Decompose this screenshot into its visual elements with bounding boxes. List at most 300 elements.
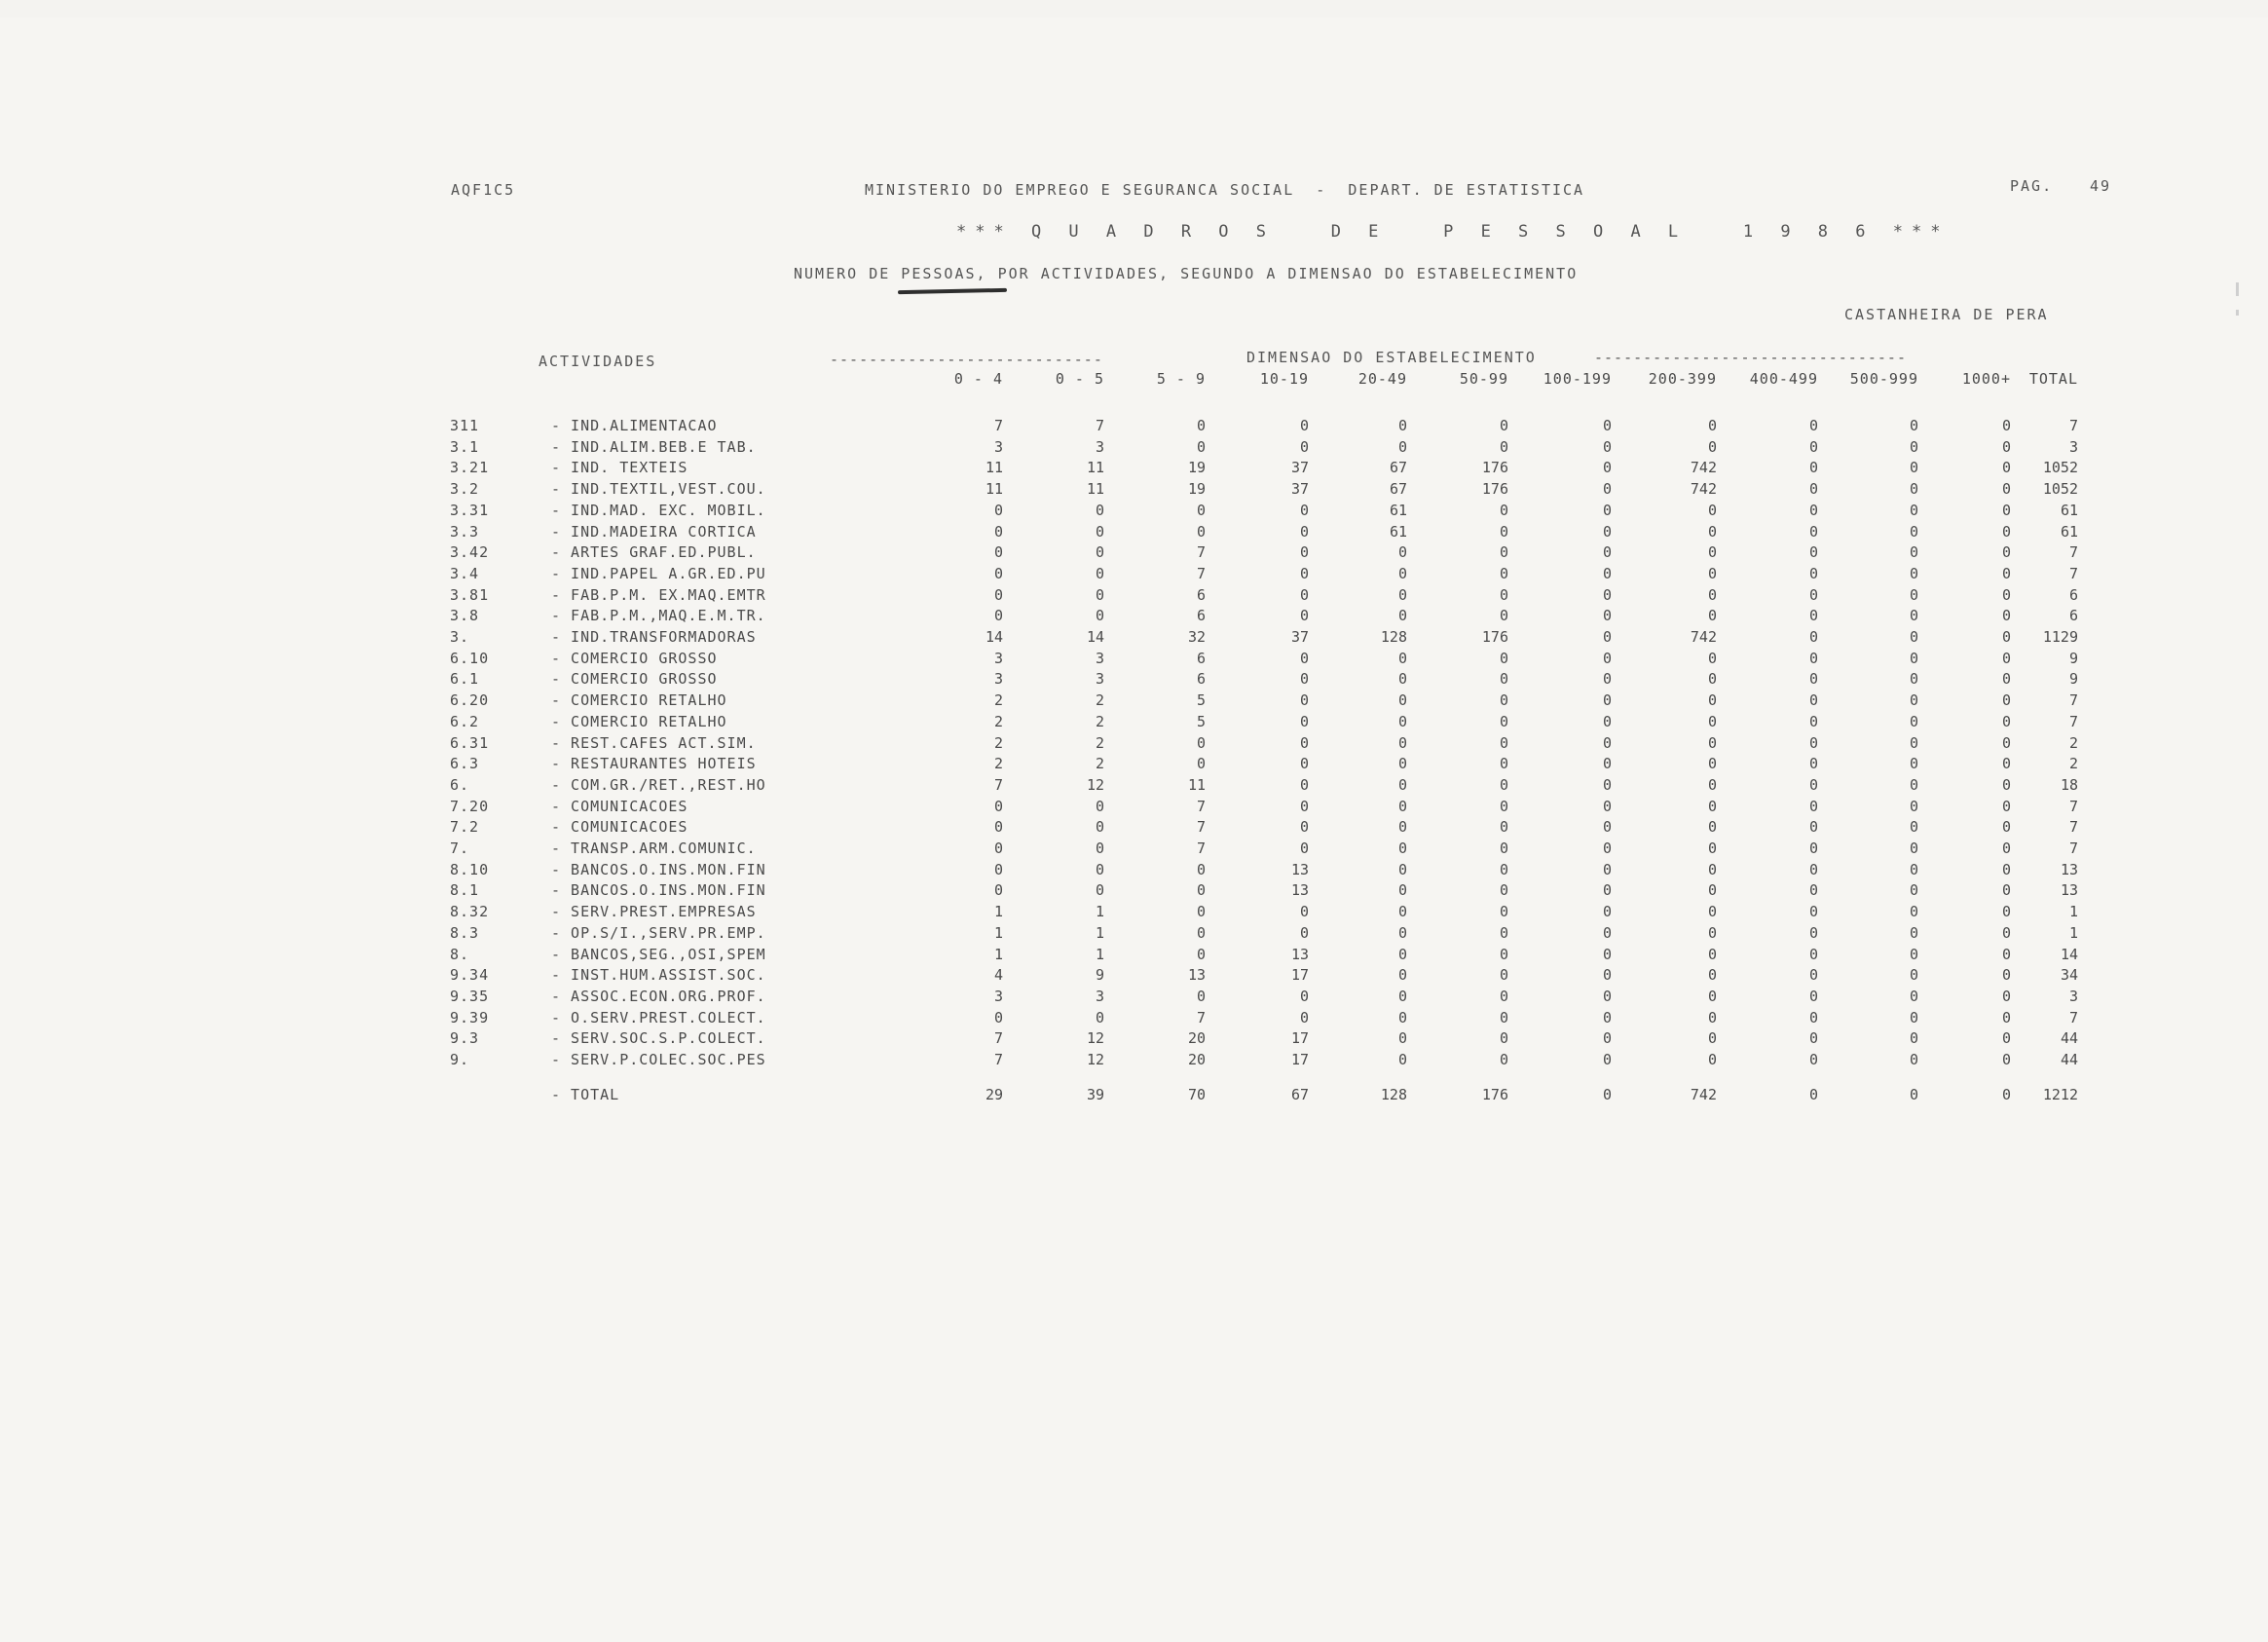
- table-cell: 0: [1397, 691, 1407, 709]
- table-cell: 1: [993, 946, 1003, 963]
- table-cell: 0: [1397, 1051, 1407, 1068]
- table-cell: 0: [1602, 586, 1612, 604]
- table-cell: 7: [2068, 798, 2078, 815]
- table-cell: 3: [993, 650, 1003, 667]
- row-label: - IND.TRANSFORMADORAS: [551, 628, 757, 646]
- table-cell: 0: [1909, 840, 1918, 857]
- table-cell: 0: [1909, 713, 1918, 730]
- row-label: - BANCOS,SEG.,OSI,SPEM: [551, 946, 766, 963]
- row-code: 7.: [450, 840, 470, 857]
- table-cell: 0: [1909, 946, 1918, 963]
- row-label: - ARTES GRAF.ED.PUBL.: [551, 543, 757, 561]
- table-cell: 2: [2068, 755, 2078, 772]
- column-header: 500-999: [1849, 370, 1918, 388]
- table-cell: 0: [1602, 755, 1612, 772]
- table-cell: 6: [1196, 607, 1206, 624]
- table-cell: 0: [1808, 776, 1818, 794]
- table-cell: 742: [1690, 628, 1717, 646]
- table-cell: 0: [1397, 543, 1407, 561]
- row-code: 3.31: [450, 502, 490, 519]
- table-cell: 0: [1397, 946, 1407, 963]
- table-cell: 0: [1602, 543, 1612, 561]
- table-cell: 0: [1095, 881, 1104, 899]
- report-title: *** Q U A D R O S D E P E S S O A L 1 9 8 6 ***: [956, 222, 1950, 242]
- table-cell: 0: [1196, 523, 1206, 541]
- table-cell: 0: [1095, 840, 1104, 857]
- total-cell: 0: [2001, 1086, 2011, 1103]
- table-cell: 0: [1196, 755, 1206, 772]
- table-cell: 0: [1808, 691, 1818, 709]
- row-code: 7.20: [450, 798, 490, 815]
- row-label: - IND. TEXTEIS: [551, 459, 688, 476]
- table-cell: 0: [1299, 776, 1309, 794]
- total-cell: 67: [1290, 1086, 1309, 1103]
- table-cell: 742: [1690, 459, 1717, 476]
- table-cell: 0: [1808, 628, 1818, 646]
- row-code: 3.81: [450, 586, 490, 604]
- row-label: - COM.GR./RET.,REST.HO: [551, 776, 766, 794]
- row-code: 8.: [450, 946, 470, 963]
- table-cell: 11: [985, 459, 1003, 476]
- row-label: - BANCOS.O.INS.MON.FIN: [551, 881, 766, 899]
- table-cell: 0: [1602, 924, 1612, 942]
- table-cell: 0: [1707, 946, 1717, 963]
- table-cell: 1052: [2042, 459, 2078, 476]
- total-cell: 0: [1602, 1086, 1612, 1103]
- table-cell: 11: [1187, 776, 1206, 794]
- table-cell: 0: [1299, 734, 1309, 752]
- row-label: - BANCOS.O.INS.MON.FIN: [551, 861, 766, 878]
- table-cell: 0: [1909, 924, 1918, 942]
- table-cell: 0: [1499, 881, 1508, 899]
- row-code: 9.39: [450, 1009, 490, 1026]
- table-cell: 0: [1602, 607, 1612, 624]
- table-cell: 0: [1808, 438, 1818, 456]
- table-cell: 1: [1095, 946, 1104, 963]
- table-cell: 13: [2060, 881, 2078, 899]
- table-cell: 0: [1707, 650, 1717, 667]
- table-cell: 0: [1499, 650, 1508, 667]
- table-cell: 20: [1187, 1051, 1206, 1068]
- total-cell: 176: [1481, 1086, 1508, 1103]
- table-cell: 13: [1290, 946, 1309, 963]
- total-cell: 29: [985, 1086, 1003, 1103]
- table-cell: 0: [1095, 523, 1104, 541]
- total-cell: 1212: [2042, 1086, 2078, 1103]
- table-cell: 0: [1808, 818, 1818, 836]
- table-cell: 0: [1808, 607, 1818, 624]
- table-cell: 2: [1095, 755, 1104, 772]
- table-cell: 0: [1602, 691, 1612, 709]
- table-cell: 2: [993, 713, 1003, 730]
- table-cell: 0: [1397, 755, 1407, 772]
- row-label: - FAB.P.M. EX.MAQ.EMTR: [551, 586, 766, 604]
- table-cell: 0: [1909, 691, 1918, 709]
- table-cell: 0: [1909, 755, 1918, 772]
- table-cell: 14: [985, 628, 1003, 646]
- table-cell: 0: [1397, 988, 1407, 1005]
- total-cell: 39: [1086, 1086, 1104, 1103]
- row-label: - IND.PAPEL A.GR.ED.PU: [551, 565, 766, 582]
- table-cell: 0: [1499, 1051, 1508, 1068]
- table-cell: 0: [2001, 924, 2011, 942]
- table-cell: 67: [1389, 480, 1407, 498]
- ministry-header: MINISTERIO DO EMPREGO E SEGURANCA SOCIAL - DEPART. DE ESTATISTICA: [865, 181, 1585, 199]
- table-cell: 0: [1707, 502, 1717, 519]
- table-cell: 0: [1909, 734, 1918, 752]
- table-cell: 4: [993, 966, 1003, 984]
- table-cell: 0: [1196, 438, 1206, 456]
- table-cell: 0: [1707, 861, 1717, 878]
- table-cell: 0: [1808, 670, 1818, 688]
- table-cell: 0: [1499, 903, 1508, 920]
- row-label: - RESTAURANTES HOTEIS: [551, 755, 757, 772]
- table-cell: 0: [2001, 755, 2011, 772]
- table-cell: 0: [1707, 734, 1717, 752]
- row-label: - IND.ALIMENTACAO: [551, 417, 718, 434]
- total-cell: 742: [1690, 1086, 1717, 1103]
- table-cell: 0: [1602, 628, 1612, 646]
- row-code: 6.: [450, 776, 470, 794]
- table-cell: 0: [1808, 903, 1818, 920]
- table-cell: 0: [1499, 734, 1508, 752]
- table-cell: 0: [1095, 798, 1104, 815]
- table-cell: 0: [1602, 1029, 1612, 1047]
- table-cell: 3: [1095, 650, 1104, 667]
- row-code: 9.35: [450, 988, 490, 1005]
- table-cell: 0: [1707, 607, 1717, 624]
- table-cell: 0: [1909, 670, 1918, 688]
- table-cell: 0: [1909, 502, 1918, 519]
- table-cell: 0: [1707, 881, 1717, 899]
- column-header: 100-199: [1543, 370, 1612, 388]
- table-cell: 0: [2001, 670, 2011, 688]
- table-cell: 0: [1707, 691, 1717, 709]
- table-cell: 0: [1299, 840, 1309, 857]
- table-cell: 0: [1707, 713, 1717, 730]
- table-cell: 0: [1397, 861, 1407, 878]
- table-cell: 0: [2001, 586, 2011, 604]
- table-cell: 3: [1095, 670, 1104, 688]
- table-cell: 2: [1095, 734, 1104, 752]
- table-cell: 0: [1397, 1029, 1407, 1047]
- table-cell: 0: [1095, 818, 1104, 836]
- table-cell: 37: [1290, 459, 1309, 476]
- row-label: - IND.MAD. EXC. MOBIL.: [551, 502, 766, 519]
- table-cell: 0: [1808, 924, 1818, 942]
- row-code: 8.3: [450, 924, 480, 942]
- table-cell: 0: [1095, 502, 1104, 519]
- table-cell: 20: [1187, 1029, 1206, 1047]
- table-cell: 0: [1707, 1009, 1717, 1026]
- table-cell: 0: [2001, 903, 2011, 920]
- table-cell: 0: [1499, 586, 1508, 604]
- table-cell: 1: [993, 924, 1003, 942]
- table-cell: 0: [2001, 691, 2011, 709]
- table-cell: 7: [2068, 691, 2078, 709]
- table-cell: 176: [1481, 628, 1508, 646]
- table-cell: 0: [1397, 840, 1407, 857]
- table-cell: 0: [1397, 650, 1407, 667]
- table-cell: 7: [993, 1029, 1003, 1047]
- table-cell: 12: [1086, 776, 1104, 794]
- table-cell: 0: [2001, 1051, 2011, 1068]
- table-cell: 0: [1397, 586, 1407, 604]
- table-cell: 0: [1397, 417, 1407, 434]
- table-cell: 0: [1397, 670, 1407, 688]
- table-cell: 0: [993, 818, 1003, 836]
- table-cell: 0: [1299, 1009, 1309, 1026]
- table-cell: 0: [1808, 650, 1818, 667]
- table-cell: 0: [1707, 438, 1717, 456]
- table-cell: 0: [1707, 586, 1717, 604]
- table-cell: 0: [2001, 502, 2011, 519]
- table-cell: 2: [1095, 713, 1104, 730]
- table-cell: 0: [1397, 903, 1407, 920]
- row-label: - OP.S/I.,SERV.PR.EMP.: [551, 924, 766, 942]
- row-code: 3.: [450, 628, 470, 646]
- table-cell: 13: [2060, 861, 2078, 878]
- table-cell: 0: [1808, 798, 1818, 815]
- table-cell: 0: [1499, 861, 1508, 878]
- table-cell: 0: [1299, 713, 1309, 730]
- table-cell: 3: [993, 670, 1003, 688]
- dimension-rule-right: --------------------------------: [1594, 349, 1907, 366]
- table-cell: 7: [1196, 840, 1206, 857]
- table-cell: 0: [993, 840, 1003, 857]
- row-code: 9.3: [450, 1029, 480, 1047]
- table-cell: 0: [1196, 903, 1206, 920]
- row-code: 3.3: [450, 523, 480, 541]
- table-cell: 13: [1290, 861, 1309, 878]
- table-cell: 7: [2068, 818, 2078, 836]
- table-cell: 9: [1095, 966, 1104, 984]
- table-cell: 0: [1499, 946, 1508, 963]
- table-cell: 12: [1086, 1029, 1104, 1047]
- table-cell: 0: [1707, 988, 1717, 1005]
- table-cell: 7: [1196, 798, 1206, 815]
- table-cell: 67: [1389, 459, 1407, 476]
- table-cell: 0: [1299, 607, 1309, 624]
- table-cell: 0: [1499, 966, 1508, 984]
- table-cell: 0: [1602, 776, 1612, 794]
- location-label: CASTANHEIRA DE PERA: [1844, 306, 2049, 323]
- row-code: 6.10: [450, 650, 490, 667]
- table-cell: 0: [1397, 924, 1407, 942]
- table-cell: 0: [1196, 924, 1206, 942]
- table-cell: 0: [1707, 1029, 1717, 1047]
- table-cell: 0: [1808, 459, 1818, 476]
- table-cell: 0: [1808, 523, 1818, 541]
- table-cell: 0: [1602, 903, 1612, 920]
- table-cell: 2: [993, 755, 1003, 772]
- table-cell: 0: [1602, 798, 1612, 815]
- column-header: 50-99: [1459, 370, 1508, 388]
- table-cell: 7: [2068, 713, 2078, 730]
- table-cell: 12: [1086, 1051, 1104, 1068]
- row-code: 3.4: [450, 565, 480, 582]
- table-cell: 0: [1602, 417, 1612, 434]
- table-cell: 0: [1095, 607, 1104, 624]
- table-cell: 0: [1299, 988, 1309, 1005]
- table-cell: 0: [2001, 946, 2011, 963]
- table-cell: 37: [1290, 628, 1309, 646]
- table-cell: 14: [1086, 628, 1104, 646]
- table-cell: 0: [2001, 776, 2011, 794]
- table-cell: 6: [2068, 607, 2078, 624]
- page-number: 49: [2090, 177, 2112, 195]
- table-cell: 0: [2001, 881, 2011, 899]
- table-cell: 0: [1397, 776, 1407, 794]
- table-cell: 0: [1499, 1009, 1508, 1026]
- table-cell: 17: [1290, 966, 1309, 984]
- table-cell: 5: [1196, 691, 1206, 709]
- table-cell: 0: [1909, 417, 1918, 434]
- table-cell: 0: [2001, 459, 2011, 476]
- row-code: 8.10: [450, 861, 490, 878]
- column-header: 200-399: [1648, 370, 1717, 388]
- table-cell: 0: [993, 565, 1003, 582]
- row-code: 6.3: [450, 755, 480, 772]
- table-cell: 0: [1909, 586, 1918, 604]
- table-cell: 0: [2001, 798, 2011, 815]
- table-cell: 0: [1808, 480, 1818, 498]
- total-cell: 0: [1909, 1086, 1918, 1103]
- table-cell: 0: [1095, 543, 1104, 561]
- table-cell: 0: [1909, 480, 1918, 498]
- table-cell: 0: [2001, 438, 2011, 456]
- table-cell: 0: [1909, 861, 1918, 878]
- table-cell: 0: [1602, 861, 1612, 878]
- table-cell: 0: [2001, 650, 2011, 667]
- table-cell: 7: [1095, 417, 1104, 434]
- table-cell: 0: [1909, 543, 1918, 561]
- table-cell: 2: [993, 734, 1003, 752]
- table-cell: 3: [993, 438, 1003, 456]
- column-header: 0 - 4: [953, 370, 1003, 388]
- table-cell: 0: [1808, 881, 1818, 899]
- table-cell: 0: [993, 586, 1003, 604]
- row-label: - FAB.P.M.,MAQ.E.M.TR.: [551, 607, 766, 624]
- table-cell: 0: [1196, 861, 1206, 878]
- table-cell: 0: [1808, 966, 1818, 984]
- column-header: 10-19: [1259, 370, 1309, 388]
- table-cell: 0: [1299, 502, 1309, 519]
- table-cell: 0: [2001, 417, 2011, 434]
- row-code: 3.2: [450, 480, 480, 498]
- table-cell: 0: [1299, 417, 1309, 434]
- table-cell: 0: [1602, 565, 1612, 582]
- table-cell: 61: [1389, 523, 1407, 541]
- table-cell: 0: [1299, 438, 1309, 456]
- table-cell: 0: [1909, 438, 1918, 456]
- table-cell: 6: [2068, 586, 2078, 604]
- table-cell: 0: [1299, 691, 1309, 709]
- row-code: 6.31: [450, 734, 490, 752]
- table-cell: 0: [1299, 586, 1309, 604]
- table-cell: 0: [1707, 523, 1717, 541]
- row-label: - COMERCIO GROSSO: [551, 670, 718, 688]
- table-cell: 0: [1499, 670, 1508, 688]
- table-cell: 7: [993, 776, 1003, 794]
- table-cell: 6: [1196, 650, 1206, 667]
- table-cell: 61: [2060, 523, 2078, 541]
- table-cell: 0: [1499, 840, 1508, 857]
- table-cell: 2: [993, 691, 1003, 709]
- table-cell: 0: [2001, 713, 2011, 730]
- table-cell: 1: [2068, 924, 2078, 942]
- table-cell: 0: [1397, 1009, 1407, 1026]
- table-cell: 11: [1086, 480, 1104, 498]
- table-cell: 0: [1602, 502, 1612, 519]
- column-header: 20-49: [1357, 370, 1407, 388]
- table-cell: 0: [1499, 565, 1508, 582]
- table-cell: 0: [1808, 1051, 1818, 1068]
- table-cell: 0: [1707, 417, 1717, 434]
- table-cell: 0: [1602, 988, 1612, 1005]
- table-cell: 0: [1808, 988, 1818, 1005]
- row-code: 6.20: [450, 691, 490, 709]
- table-cell: 0: [1808, 417, 1818, 434]
- table-cell: 7: [1196, 543, 1206, 561]
- table-cell: 0: [1909, 1029, 1918, 1047]
- table-cell: 2: [2068, 734, 2078, 752]
- page-label: PAG.: [2010, 177, 2054, 195]
- table-cell: 0: [1602, 734, 1612, 752]
- table-cell: 0: [1499, 798, 1508, 815]
- table-cell: 0: [1707, 670, 1717, 688]
- table-cell: 0: [1196, 734, 1206, 752]
- table-cell: 0: [1299, 565, 1309, 582]
- table-cell: 0: [1397, 438, 1407, 456]
- row-code: 3.8: [450, 607, 480, 624]
- table-cell: 0: [1602, 650, 1612, 667]
- table-cell: 0: [1707, 565, 1717, 582]
- table-cell: 0: [1909, 650, 1918, 667]
- table-cell: 14: [2060, 946, 2078, 963]
- row-code: 8.32: [450, 903, 490, 920]
- table-cell: 0: [1499, 543, 1508, 561]
- margin-mark: [2236, 282, 2239, 296]
- table-cell: 0: [2001, 966, 2011, 984]
- table-cell: 0: [2001, 1029, 2011, 1047]
- program-code: AQF1C5: [451, 181, 516, 199]
- column-header: 5 - 9: [1156, 370, 1206, 388]
- row-label: - IND.TEXTIL,VEST.COU.: [551, 480, 766, 498]
- table-cell: 0: [1909, 881, 1918, 899]
- table-cell: 0: [1299, 523, 1309, 541]
- row-code: 9.: [450, 1051, 470, 1068]
- table-cell: 1052: [2042, 480, 2078, 498]
- table-cell: 0: [1707, 798, 1717, 815]
- row-label: - SERV.SOC.S.P.COLECT.: [551, 1029, 766, 1047]
- table-cell: 44: [2060, 1051, 2078, 1068]
- table-cell: 0: [1707, 755, 1717, 772]
- column-header: 0 - 5: [1055, 370, 1104, 388]
- table-cell: 0: [1602, 480, 1612, 498]
- table-cell: 0: [1808, 734, 1818, 752]
- table-cell: 0: [1602, 459, 1612, 476]
- table-cell: 1: [1095, 903, 1104, 920]
- table-cell: 0: [1499, 417, 1508, 434]
- table-cell: 0: [1196, 988, 1206, 1005]
- table-cell: 0: [1707, 924, 1717, 942]
- row-label: - REST.CAFES ACT.SIM.: [551, 734, 757, 752]
- table-cell: 17: [1290, 1051, 1309, 1068]
- dimension-rule-left: ----------------------------: [830, 351, 1103, 368]
- table-cell: 0: [1602, 713, 1612, 730]
- table-cell: 0: [1499, 502, 1508, 519]
